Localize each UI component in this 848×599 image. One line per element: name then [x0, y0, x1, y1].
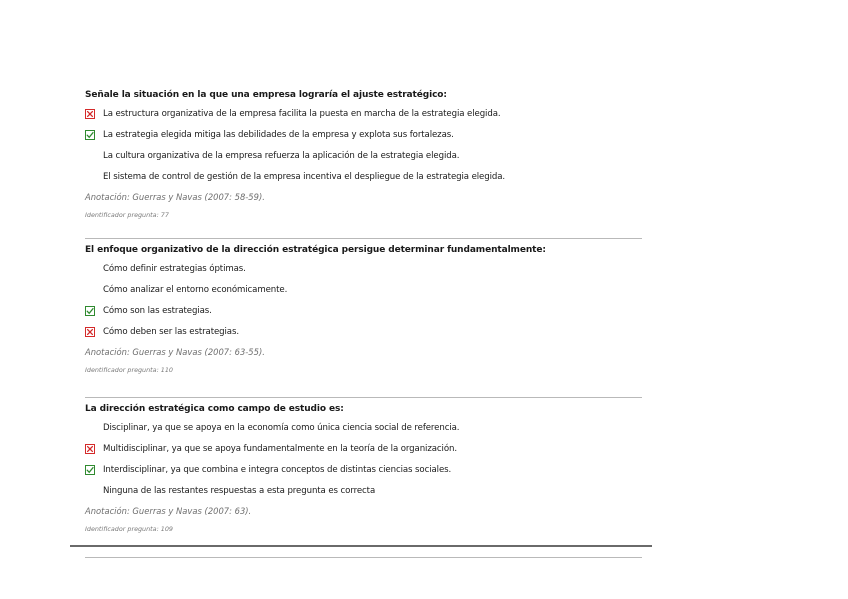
answer-option — [85, 259, 642, 280]
quiz-review — [85, 84, 642, 558]
answer-text: El sistema de control de gestión de la empresa incentiva el despliegue de la estrategia elegida. — [103, 172, 506, 182]
question-annotation: Anotación: Guerras y Navas (2007: 58-59). — [85, 192, 265, 202]
answer-option — [85, 167, 642, 188]
answer-text: Ninguna de las restantes respuestas a esta pregunta es correcta — [103, 486, 376, 496]
page-bottom-rule — [70, 545, 652, 547]
question-divider — [85, 397, 642, 398]
correct-icon — [85, 306, 95, 316]
answer-text: Cómo definir estrategias óptimas. — [103, 264, 246, 274]
answer-text: Interdisciplinar, ya que combina e integra conceptos de distintas ciencias sociales. — [103, 465, 452, 475]
answer-option — [85, 481, 642, 502]
correct-icon — [85, 130, 95, 140]
answer-option — [85, 104, 642, 125]
question-divider — [85, 557, 642, 558]
incorrect-icon — [85, 109, 95, 119]
answer-option — [85, 439, 642, 460]
answer-option — [85, 125, 642, 146]
answer-text: La estructura organizativa de la empresa facilita la puesta en marcha de la estrategia elegida. — [103, 109, 501, 119]
incorrect-icon — [85, 327, 95, 337]
question-block — [85, 89, 642, 239]
question-title: Señale la situación en la que una empresa lograría el ajuste estratégico: — [85, 90, 447, 100]
question-annotation: Anotación: Guerras y Navas (2007: 63). — [85, 506, 252, 516]
answer-option — [85, 280, 642, 301]
question-annotation: Anotación: Guerras y Navas (2007: 63-55). — [85, 347, 265, 357]
answer-option — [85, 460, 642, 481]
answer-text: Cómo deben ser las estrategias. — [103, 327, 239, 337]
answer-text: Cómo analizar el entorno económicamente. — [103, 285, 288, 295]
answer-text: Cómo son las estrategias. — [103, 306, 212, 316]
answer-option — [85, 322, 642, 343]
answer-option — [85, 146, 642, 167]
incorrect-icon — [85, 444, 95, 454]
answer-text: La cultura organizativa de la empresa refuerza la aplicación de la estrategia elegida. — [103, 151, 460, 161]
answer-text: Multidisciplinar, ya que se apoya fundamentalmente en la teoría de la organización. — [103, 444, 457, 454]
answer-text: Disciplinar, ya que se apoya en la economía como única ciencia social de referencia. — [103, 423, 460, 433]
question-title: El enfoque organizativo de la dirección estratégica persigue determinar fundamentalmente: — [85, 245, 546, 255]
question-title: La dirección estratégica como campo de estudio es: — [85, 404, 344, 414]
answer-text: La estrategia elegida mitiga las debilidades de la empresa y explota sus fortalezas. — [103, 130, 454, 140]
question-identifier: Identificador pregunta: 110 — [85, 366, 173, 374]
question-identifier: Identificador pregunta: 109 — [85, 525, 173, 533]
question-block — [85, 244, 642, 398]
answer-option — [85, 418, 642, 439]
question-block — [85, 403, 642, 558]
answer-option — [85, 301, 642, 322]
question-divider — [85, 238, 642, 239]
question-identifier: Identificador pregunta: 77 — [85, 211, 169, 219]
correct-icon — [85, 465, 95, 475]
